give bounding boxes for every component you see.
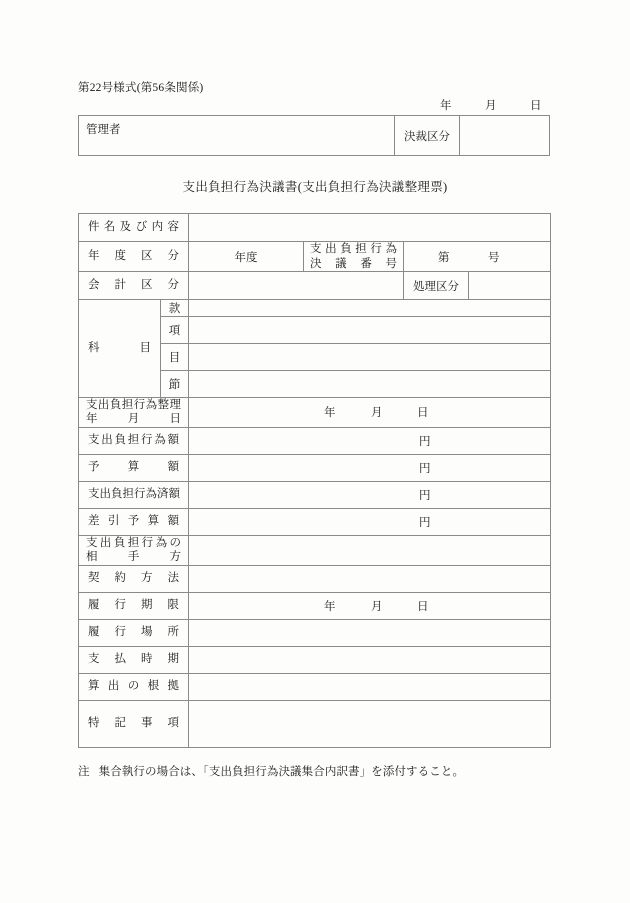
performance-deadline-value[interactable] <box>189 592 551 619</box>
account-item-value-moku[interactable] <box>189 344 551 371</box>
account-item-sublabel-kan: 款 <box>161 300 189 317</box>
decision-number-label-line1: 支出負担行為 <box>310 243 397 256</box>
settlement-date-year: 年 <box>324 407 336 420</box>
counterparty-value[interactable] <box>189 535 551 565</box>
account-item-label: 科目 <box>88 342 151 355</box>
calculation-basis-value[interactable] <box>189 673 551 700</box>
form-number: 第22号様式(第56条関係) <box>78 82 204 94</box>
account-item-sublabel-setsu: 節 <box>161 371 189 398</box>
settlement-date-day: 日 <box>417 407 429 420</box>
contract-method-label: 契約方法 <box>88 572 179 585</box>
fiscal-year-value[interactable] <box>189 242 304 272</box>
expenditure-obligation-table <box>78 213 551 748</box>
accounting-division-value[interactable] <box>189 272 404 300</box>
footer-note-text: 集合執行の場合は、「支出負担行為決議集合内訳書」を添付すること。 <box>98 766 465 778</box>
manager-box <box>78 115 550 156</box>
settlement-date-label-line2: 年月日 <box>86 413 181 426</box>
table-row-contract-method <box>79 565 551 592</box>
settlement-date-month: 月 <box>371 407 383 420</box>
account-item-sublabel-ko: 項 <box>161 317 189 344</box>
header-date-day: 日 <box>530 100 542 112</box>
balance-amount-label: 差引予算額 <box>88 515 179 528</box>
fiscal-year-label: 年度区分 <box>88 250 179 263</box>
budget-amount-value[interactable] <box>189 454 551 481</box>
contract-method-value[interactable] <box>189 565 551 592</box>
process-division-value[interactable] <box>469 272 551 300</box>
performance-place-label: 履行場所 <box>88 626 179 639</box>
account-item-value-kan[interactable] <box>189 300 551 317</box>
table-row-counterparty <box>79 535 551 565</box>
executed-amount-unit: 円 <box>419 489 431 502</box>
page-title: 支出負担行為決議書(支出負担行為決議整理票) <box>182 180 448 194</box>
executed-amount-value[interactable] <box>189 481 551 508</box>
subject-label: 件名及び内容 <box>88 221 179 234</box>
table-row-subject <box>79 214 551 242</box>
table-row-calculation-basis <box>79 673 551 700</box>
approval-division-label: 決裁区分 <box>394 116 459 155</box>
settlement-date-label-line1: 支出負担行為整理 <box>86 399 181 411</box>
settlement-date-value[interactable] <box>189 398 551 428</box>
footer-note <box>78 763 464 779</box>
decision-number-label <box>304 242 404 272</box>
table-row-balance-amount <box>79 508 551 535</box>
payment-time-label: 支払時期 <box>88 653 179 666</box>
performance-place-value[interactable] <box>189 619 551 646</box>
obligation-amount-label: 支出負担行為額 <box>88 434 179 447</box>
performance-deadline-day: 日 <box>417 600 429 613</box>
performance-deadline-year: 年 <box>324 600 336 613</box>
manager-label: 管理者 <box>86 124 121 136</box>
performance-deadline-label: 履行期限 <box>88 599 179 612</box>
account-item-value-ko[interactable] <box>189 317 551 344</box>
table-row-executed-amount <box>79 481 551 508</box>
approval-division-value[interactable] <box>459 116 551 155</box>
table-row-performance-deadline <box>79 592 551 619</box>
table-row-obligation-amount <box>79 427 551 454</box>
account-item-sublabel-moku: 目 <box>161 344 189 371</box>
calculation-basis-label: 算出の根拠 <box>88 680 179 693</box>
table-row-accounting-division <box>79 272 551 300</box>
executed-amount-label: 支出負担行為済額 <box>88 488 180 501</box>
remarks-value[interactable] <box>189 700 551 747</box>
budget-amount-label: 予算額 <box>88 461 179 474</box>
subject-value[interactable] <box>189 214 551 242</box>
table-row-payment-time <box>79 646 551 673</box>
table-row-account-item-kan <box>79 300 551 317</box>
performance-deadline-month: 月 <box>371 600 383 613</box>
decision-number-value[interactable] <box>404 242 551 272</box>
budget-amount-unit: 円 <box>419 462 431 475</box>
process-division-label: 処理区分 <box>404 272 469 300</box>
header-date-year: 年 <box>440 100 452 112</box>
table-row-fiscal-year <box>79 242 551 272</box>
decision-number-go: 号 <box>488 251 500 264</box>
fiscal-year-unit: 年度 <box>234 251 258 264</box>
table-row-settlement-date <box>79 398 551 428</box>
remarks-label: 特記事項 <box>88 717 179 730</box>
decision-number-dai: 第 <box>438 251 450 264</box>
obligation-amount-value[interactable] <box>189 427 551 454</box>
decision-number-label-line2: 決議番号 <box>310 257 397 270</box>
table-row-performance-place <box>79 619 551 646</box>
accounting-division-label: 会計区分 <box>88 279 179 292</box>
balance-amount-unit: 円 <box>419 516 431 529</box>
counterparty-label-line2: 相手方 <box>86 551 181 564</box>
header-date-month: 月 <box>485 100 497 112</box>
account-item-value-setsu[interactable] <box>189 371 551 398</box>
header-date-line <box>78 97 550 115</box>
payment-time-value[interactable] <box>189 646 551 673</box>
counterparty-label-line1: 支出負担行為の <box>86 536 181 549</box>
table-row-remarks <box>79 700 551 747</box>
table-row-budget-amount <box>79 454 551 481</box>
footer-note-mark: 注 <box>78 766 90 778</box>
obligation-amount-unit: 円 <box>419 435 431 448</box>
balance-amount-value[interactable] <box>189 508 551 535</box>
